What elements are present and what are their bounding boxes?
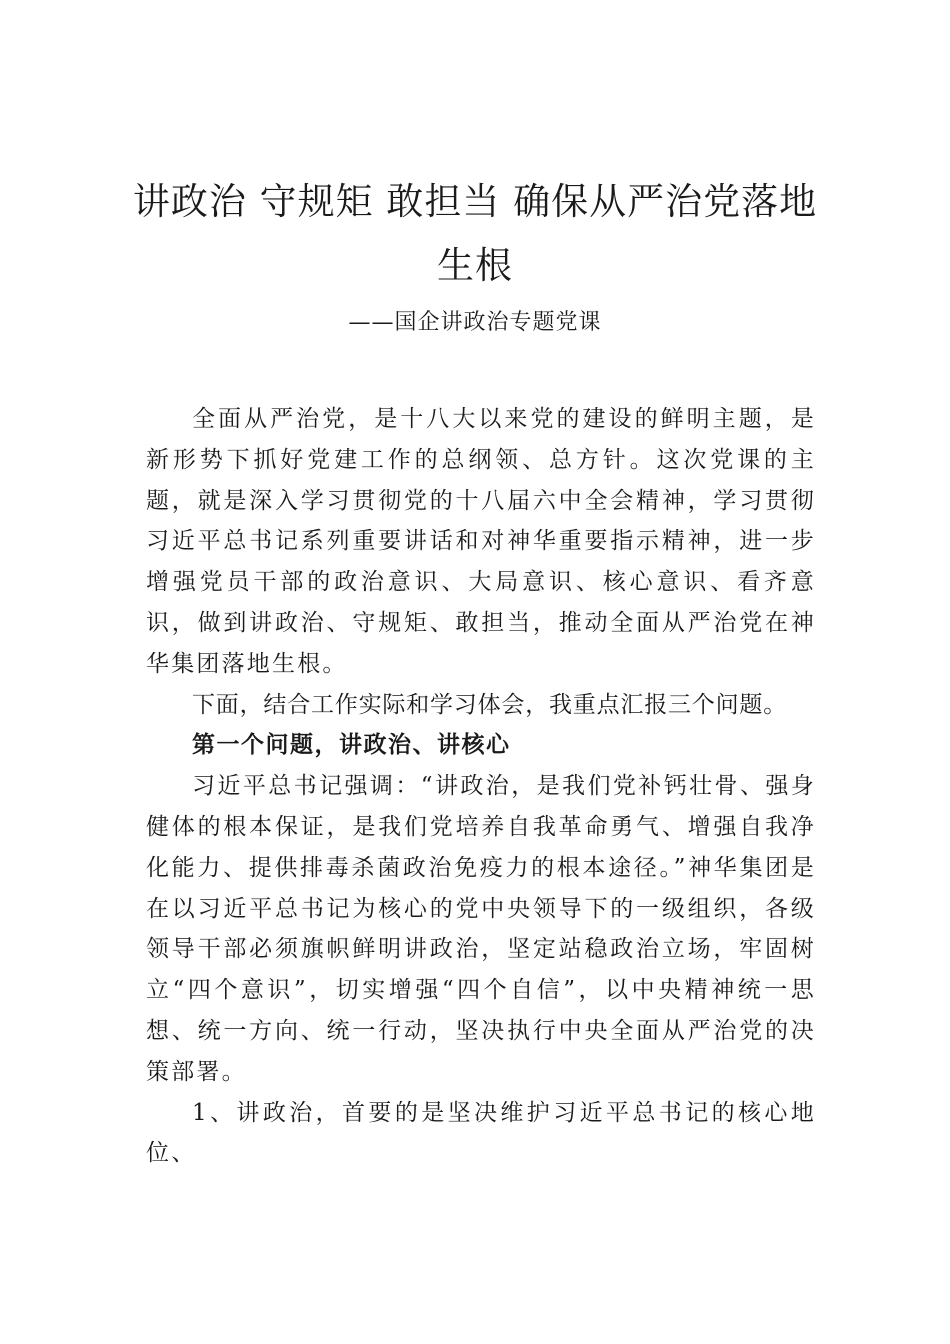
document-title-line1: 讲政治 守规矩 敢担当 确保从严治党落地: [132, 180, 818, 223]
paragraph-intro: 全面从严治党，是十八大以来党的建设的鲜明主题，是新形势下抓好党建工作的总纲领、总方针。这次党课的主题，就是深入学习贯彻党的十八届六中全会精神，学习贯彻习近平总书记系列重要讲话和对神华重要指示精神，进一步增强党员干部的政治意识、大局意识、核心意识、看齐意识，做到讲政治、守规矩、敢担当，推动全面从严治党在神华集团落地生根。: [146, 406, 816, 677]
document-title-line2: 生根: [437, 244, 513, 287]
document-body: [146, 399, 816, 1174]
document-subtitle: ——国企讲政治专题党课: [348, 310, 602, 335]
section-heading-1: 第一个问题，讲政治、讲核心: [192, 732, 511, 759]
paragraph-point-1: 1、讲政治，首要的是坚决维护习近平总书记的核心地位、: [146, 1099, 816, 1167]
paragraph-quote: 习近平总书记强调：“讲政治，是我们党补钙壮骨、强身健体的根本保证，是我们党培养自我革命勇气、增强自我净化能力、提供排毒杀菌政治免疫力的根本途径。”神华集团是在以习近平总书记为核心的党中央领导下的一级组织，各级领导干部必须旗帜鲜明讲政治，坚定站稳政治立场，牢固树立“四个意识”，切实增强“四个自信”，以中央精神统一思想、统一方向、统一行动，坚决执行中央全面从严治党的决策部署。: [146, 773, 816, 1085]
paragraph-outline: 下面，结合工作实际和学习体会，我重点汇报三个问题。: [192, 691, 787, 718]
